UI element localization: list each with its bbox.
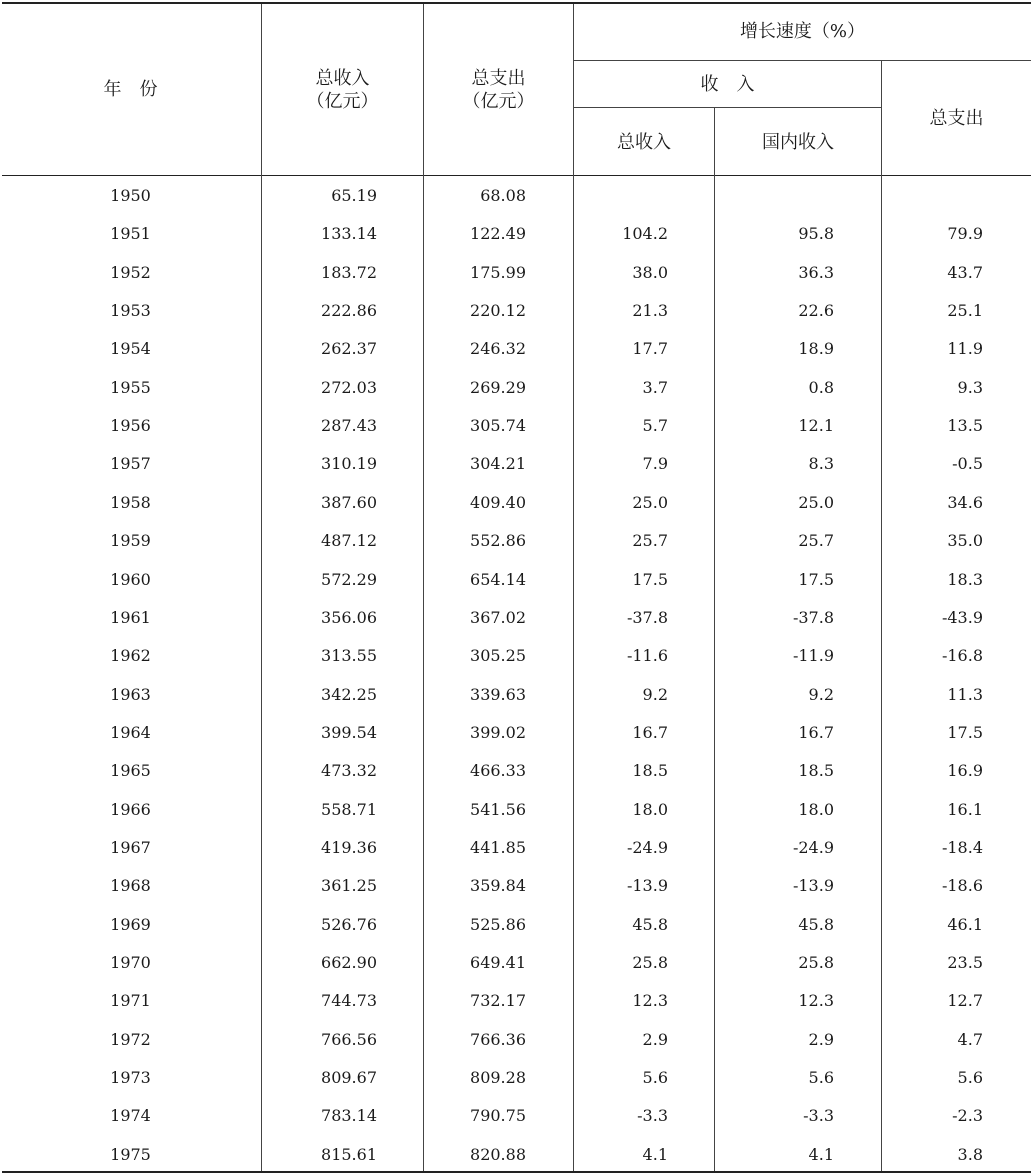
cell-total-revenue: 222.86	[321, 301, 377, 320]
cell-growth-domestic-revenue: 8.3	[808, 454, 834, 473]
cell-total-revenue: 133.14	[321, 224, 377, 243]
cell-growth-domestic-revenue: 36.3	[798, 263, 834, 282]
cell-total-expenditure: 820.88	[470, 1145, 526, 1164]
cell-growth-total-expenditure: 4.7	[957, 1030, 983, 1049]
cell-total-expenditure: 466.33	[470, 761, 526, 780]
cell-growth-domestic-revenue: 95.8	[798, 224, 834, 243]
header-growth-rate: 增长速度（%）	[739, 21, 866, 42]
cell-year: 1973	[110, 1068, 151, 1087]
table-top-rule	[2, 2, 1031, 4]
cell-growth-total-revenue: 21.3	[632, 301, 668, 320]
cell-growth-total-revenue: 104.2	[622, 224, 668, 243]
cell-growth-total-expenditure: 35.0	[947, 531, 983, 550]
cell-year: 1957	[110, 454, 151, 473]
cell-growth-total-revenue: 25.8	[632, 953, 668, 972]
growth-header-rule	[573, 60, 1031, 61]
cell-total-revenue: 662.90	[321, 953, 377, 972]
cell-total-revenue: 809.67	[321, 1068, 377, 1087]
cell-growth-domestic-revenue: 2.9	[808, 1030, 834, 1049]
header-total-revenue-line1: 总收入	[315, 68, 370, 89]
cell-growth-total-expenditure: 16.9	[947, 761, 983, 780]
cell-total-expenditure: 122.49	[470, 224, 526, 243]
cell-growth-total-revenue: 38.0	[632, 263, 668, 282]
cell-total-expenditure: 790.75	[470, 1106, 526, 1125]
cell-growth-total-expenditure: 3.8	[957, 1145, 983, 1164]
header-year: 年 份	[103, 79, 158, 100]
cell-year: 1954	[110, 339, 151, 358]
cell-total-revenue: 361.25	[321, 876, 377, 895]
cell-total-revenue: 262.37	[321, 339, 377, 358]
cell-total-revenue: 399.54	[321, 723, 377, 742]
cell-growth-domestic-revenue: 18.9	[798, 339, 834, 358]
cell-year: 1969	[110, 915, 151, 934]
cell-growth-total-expenditure: 23.5	[947, 953, 983, 972]
cell-growth-total-revenue: 7.9	[642, 454, 668, 473]
cell-total-expenditure: 399.02	[470, 723, 526, 742]
cell-total-expenditure: 409.40	[470, 493, 526, 512]
cell-growth-total-revenue: 18.5	[632, 761, 668, 780]
cell-total-revenue: 419.36	[321, 838, 377, 857]
cell-growth-domestic-revenue: 25.7	[798, 531, 834, 550]
cell-growth-domestic-revenue: 12.3	[798, 991, 834, 1010]
cell-total-revenue: 744.73	[321, 991, 377, 1010]
cell-year: 1964	[110, 723, 151, 742]
cell-year: 1961	[110, 608, 151, 627]
cell-growth-total-revenue: 18.0	[632, 800, 668, 819]
cell-year: 1956	[110, 416, 151, 435]
cell-growth-domestic-revenue: 16.7	[798, 723, 834, 742]
cell-total-revenue: 572.29	[321, 570, 377, 589]
header-bottom-rule	[2, 175, 1031, 176]
cell-growth-total-expenditure: -16.8	[941, 646, 983, 665]
cell-growth-total-expenditure: 46.1	[947, 915, 983, 934]
cell-total-expenditure: 649.41	[470, 953, 526, 972]
cell-growth-total-expenditure: 17.5	[947, 723, 983, 742]
cell-total-revenue: 473.32	[321, 761, 377, 780]
cell-year: 1958	[110, 493, 151, 512]
cell-year: 1959	[110, 531, 151, 550]
cell-year: 1965	[110, 761, 151, 780]
cell-total-revenue: 526.76	[321, 915, 377, 934]
cell-growth-total-expenditure: 34.6	[947, 493, 983, 512]
cell-growth-total-expenditure: 12.7	[947, 991, 983, 1010]
cell-total-revenue: 766.56	[321, 1030, 377, 1049]
cell-growth-domestic-revenue: 25.8	[798, 953, 834, 972]
cell-year: 1967	[110, 838, 151, 857]
cell-growth-total-revenue: -3.3	[637, 1106, 668, 1125]
header-growth-total-expenditure: 总支出	[929, 108, 984, 129]
cell-growth-domestic-revenue: 4.1	[808, 1145, 834, 1164]
cell-growth-domestic-revenue: 9.2	[808, 685, 834, 704]
header-growth-domestic-revenue: 国内收入	[762, 132, 834, 153]
cell-total-expenditure: 246.32	[470, 339, 526, 358]
cell-total-expenditure: 766.36	[470, 1030, 526, 1049]
cell-growth-domestic-revenue: -11.9	[792, 646, 834, 665]
cell-growth-total-revenue: 4.1	[642, 1145, 668, 1164]
cell-total-expenditure: 552.86	[470, 531, 526, 550]
header-total-revenue-line2: （亿元）	[306, 91, 379, 112]
table-bottom-rule	[2, 1171, 1031, 1173]
cell-year: 1974	[110, 1106, 151, 1125]
cell-year: 1953	[110, 301, 151, 320]
cell-total-revenue: 356.06	[321, 608, 377, 627]
cell-growth-total-expenditure: 5.6	[957, 1068, 983, 1087]
cell-year: 1963	[110, 685, 151, 704]
cell-growth-total-expenditure: 11.3	[947, 685, 983, 704]
cell-growth-total-expenditure: 43.7	[947, 263, 983, 282]
cell-total-expenditure: 175.99	[470, 263, 526, 282]
cell-growth-total-revenue: -24.9	[626, 838, 668, 857]
cell-year: 1966	[110, 800, 151, 819]
cell-growth-domestic-revenue	[715, 185, 834, 207]
cell-growth-domestic-revenue: 25.0	[798, 493, 834, 512]
cell-year: 1970	[110, 953, 151, 972]
cell-growth-total-revenue: 5.7	[642, 416, 668, 435]
cell-growth-domestic-revenue: -37.8	[792, 608, 834, 627]
cell-growth-domestic-revenue: -24.9	[792, 838, 834, 857]
cell-growth-total-expenditure: -0.5	[952, 454, 983, 473]
cell-year: 1952	[110, 263, 151, 282]
cell-growth-total-expenditure: 13.5	[947, 416, 983, 435]
cell-growth-total-revenue: -11.6	[626, 646, 668, 665]
cell-year: 1955	[110, 378, 151, 397]
cell-growth-total-expenditure: 25.1	[947, 301, 983, 320]
cell-growth-total-expenditure: -18.4	[941, 838, 983, 857]
cell-growth-total-expenditure: -43.9	[941, 608, 983, 627]
cell-total-revenue: 815.61	[321, 1145, 377, 1164]
cell-growth-total-revenue	[574, 185, 668, 207]
cell-growth-total-revenue: 16.7	[632, 723, 668, 742]
cell-growth-total-revenue: -13.9	[626, 876, 668, 895]
cell-growth-total-expenditure: -18.6	[941, 876, 983, 895]
cell-total-expenditure: 305.74	[470, 416, 526, 435]
cell-total-expenditure: 304.21	[470, 454, 526, 473]
cell-total-revenue: 783.14	[321, 1106, 377, 1125]
cell-total-expenditure: 809.28	[470, 1068, 526, 1087]
cell-total-revenue: 272.03	[321, 378, 377, 397]
cell-total-revenue: 342.25	[321, 685, 377, 704]
cell-total-revenue: 65.19	[331, 186, 377, 205]
cell-growth-domestic-revenue: 18.5	[798, 761, 834, 780]
cell-growth-domestic-revenue: 0.8	[808, 378, 834, 397]
cell-total-expenditure: 68.08	[480, 186, 526, 205]
cell-year: 1968	[110, 876, 151, 895]
cell-total-expenditure: 269.29	[470, 378, 526, 397]
cell-year: 1951	[110, 224, 151, 243]
header-total-expenditure-line1: 总支出	[471, 68, 526, 89]
cell-total-revenue: 310.19	[321, 454, 377, 473]
cell-growth-total-revenue: 17.5	[632, 570, 668, 589]
cell-total-revenue: 387.60	[321, 493, 377, 512]
cell-growth-domestic-revenue: -3.3	[803, 1106, 834, 1125]
cell-year: 1972	[110, 1030, 151, 1049]
cell-growth-domestic-revenue: 18.0	[798, 800, 834, 819]
cell-total-expenditure: 305.25	[470, 646, 526, 665]
cell-growth-total-revenue: 25.0	[632, 493, 668, 512]
cell-total-expenditure: 525.86	[470, 915, 526, 934]
cell-growth-domestic-revenue: -13.9	[792, 876, 834, 895]
cell-growth-total-revenue: 12.3	[632, 991, 668, 1010]
cell-growth-total-revenue: 17.7	[632, 339, 668, 358]
cell-total-expenditure: 220.12	[470, 301, 526, 320]
cell-growth-total-revenue: 9.2	[642, 685, 668, 704]
cell-growth-total-revenue: 25.7	[632, 531, 668, 550]
cell-total-expenditure: 541.56	[470, 800, 526, 819]
cell-year: 1962	[110, 646, 151, 665]
cell-growth-total-revenue: 45.8	[632, 915, 668, 934]
header-growth-total-revenue: 总收入	[617, 132, 671, 153]
cell-growth-total-revenue: 3.7	[642, 378, 668, 397]
cell-growth-domestic-revenue: 22.6	[798, 301, 834, 320]
cell-growth-total-expenditure: 79.9	[947, 224, 983, 243]
cell-total-expenditure: 441.85	[470, 838, 526, 857]
cell-total-expenditure: 359.84	[470, 876, 526, 895]
cell-total-expenditure: 654.14	[470, 570, 526, 589]
cell-growth-total-revenue: 5.6	[642, 1068, 668, 1087]
cell-year: 1950	[110, 186, 151, 205]
cell-total-expenditure: 339.63	[470, 685, 526, 704]
cell-year: 1960	[110, 570, 151, 589]
cell-growth-total-revenue: -37.8	[626, 608, 668, 627]
cell-total-revenue: 313.55	[321, 646, 377, 665]
cell-total-revenue: 487.12	[321, 531, 377, 550]
cell-total-revenue: 183.72	[321, 263, 377, 282]
revenue-header-rule	[573, 107, 881, 108]
cell-growth-domestic-revenue: 12.1	[798, 416, 834, 435]
cell-total-expenditure: 732.17	[470, 991, 526, 1010]
cell-growth-total-expenditure: 9.3	[957, 378, 983, 397]
cell-growth-total-expenditure: 16.1	[947, 800, 983, 819]
cell-growth-domestic-revenue: 5.6	[808, 1068, 834, 1087]
cell-year: 1975	[110, 1145, 151, 1164]
cell-total-revenue: 287.43	[321, 416, 377, 435]
header-total-expenditure-line2: （亿元）	[462, 91, 535, 112]
cell-growth-total-expenditure: -2.3	[952, 1106, 983, 1125]
cell-growth-domestic-revenue: 17.5	[798, 570, 834, 589]
cell-total-revenue: 558.71	[321, 800, 377, 819]
cell-growth-total-expenditure: 11.9	[947, 339, 983, 358]
cell-growth-total-revenue: 2.9	[642, 1030, 668, 1049]
cell-growth-total-expenditure: 18.3	[947, 570, 983, 589]
cell-total-expenditure: 367.02	[470, 608, 526, 627]
cell-year: 1971	[110, 991, 151, 1010]
cell-growth-total-expenditure	[882, 185, 983, 207]
header-revenue-group: 收 入	[700, 74, 755, 95]
cell-growth-domestic-revenue: 45.8	[798, 915, 834, 934]
